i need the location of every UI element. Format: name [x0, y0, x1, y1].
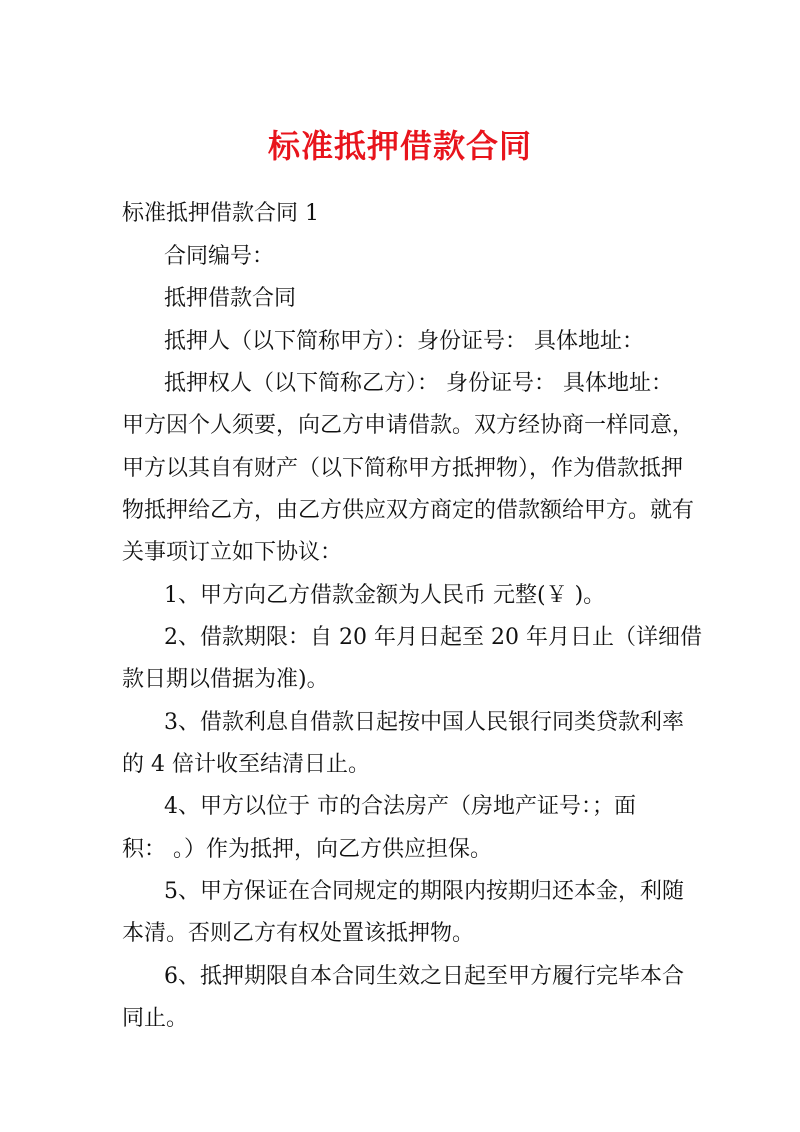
clause-5-continuation: 本清。否则乙方有权处置该抵押物。	[122, 921, 475, 946]
clause-3-line: 3、借款利息自借款日起按中国人民银行同类贷款利率	[164, 710, 684, 735]
clause-4-line: 4、甲方以位于 市的合法房产（房地产证号：；面	[164, 794, 636, 819]
clause-3-continuation: 的 4 倍计收至结清日止。	[122, 752, 370, 777]
clause-6-line: 6、抵押期限自本合同生效之日起至甲方履行完毕本合	[164, 964, 684, 989]
clause-2-continuation: 款日期以借据为准)。	[122, 667, 329, 692]
clause-6-continuation: 同止。	[122, 1006, 189, 1031]
document-title: 标准抵押借款合同	[267, 127, 532, 165]
subtitle-line: 标准抵押借款合同 1	[122, 201, 319, 226]
clause-5-line: 5、甲方保证在合同规定的期限内按期归还本金，利随	[164, 879, 684, 904]
mortgagor-line: 抵押人（以下简称甲方）：身份证号： 具体地址：	[164, 329, 644, 354]
paragraph-line: 甲方以其自有财产（以下简称甲方抵押物），作为借款抵押	[122, 456, 684, 481]
paragraph-line: 物抵押给乙方，由乙方供应双方商定的借款额给甲方。就有	[122, 498, 695, 523]
mortgagee-line: 抵押权人（以下简称乙方）： 身份证号： 具体地址：	[164, 371, 673, 396]
clause-4-continuation: 积： 。）作为抵押，向乙方供应担保。	[122, 837, 492, 862]
paragraph-line: 甲方因个人须要，向乙方申请借款。双方经协商一样同意，	[122, 413, 695, 438]
contract-number-line: 合同编号：	[164, 244, 275, 269]
clause-1-line: 1、甲方向乙方借款金额为人民币 元整(￥ )。	[164, 583, 606, 608]
contract-name-line: 抵押借款合同	[164, 286, 297, 311]
paragraph-line: 关事项订立如下协议：	[122, 540, 343, 565]
clause-2-line: 2、借款期限：自 20 年月日起至 20 年月日止（详细借	[164, 625, 702, 650]
